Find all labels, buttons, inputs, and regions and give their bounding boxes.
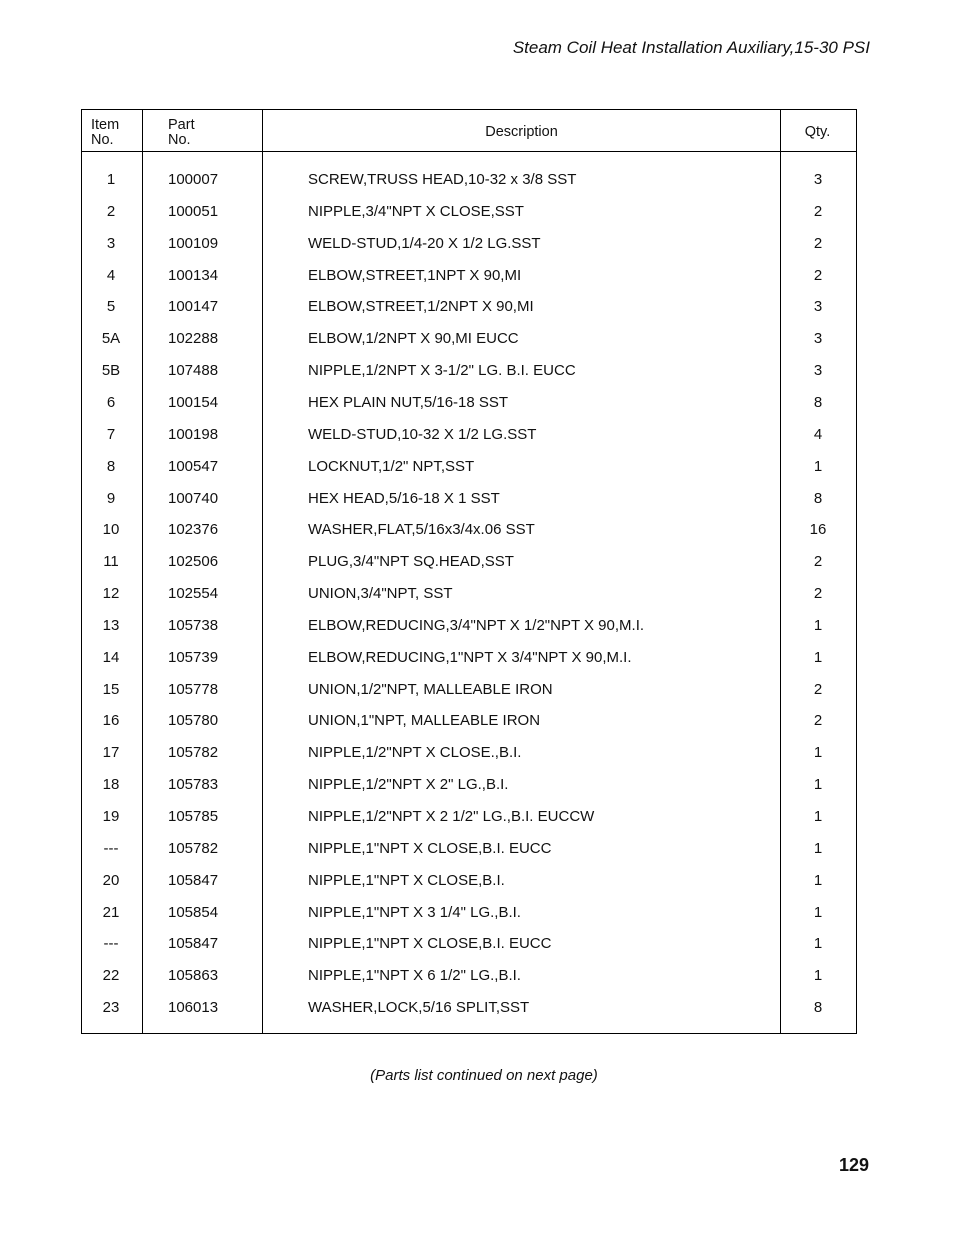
qty-cell: 2: [813, 234, 823, 252]
item-no-cell: 6: [106, 393, 116, 411]
qty-cell: 1: [813, 648, 823, 666]
part-no-cell: 107488: [168, 362, 219, 380]
qty-cell: 1: [813, 967, 823, 985]
description-cell: UNION,1/2"NPT, MALLEABLE IRON: [308, 680, 553, 698]
description-cell: ELBOW,REDUCING,3/4"NPT X 1/2"NPT X 90,M.I.: [308, 616, 645, 634]
description-cell: NIPPLE,1/2"NPT X CLOSE.,B.I.: [308, 744, 522, 762]
continued-note: (Parts list continued on next page): [370, 1067, 598, 1084]
description-cell: HEX HEAD,5/16-18 X 1 SST: [308, 489, 500, 507]
part-no-cell: 105863: [168, 967, 219, 985]
description-cell: LOCKNUT,1/2" NPT,SST: [308, 457, 475, 475]
qty-cell: 2: [813, 266, 823, 284]
description-cell: NIPPLE,1/2"NPT X 2 1/2" LG.,B.I. EUCCW: [308, 808, 595, 825]
qty-cell: 3: [813, 298, 823, 316]
qty-cell: 2: [813, 202, 823, 220]
table-row: [82, 966, 856, 986]
item-no-cell: 13: [102, 616, 120, 634]
qty-cell: 4: [813, 425, 823, 443]
qty-cell: 1: [813, 839, 823, 857]
qty-cell: 3: [813, 171, 823, 188]
part-no-cell: 105778: [168, 680, 219, 698]
table-row: [82, 775, 856, 795]
table-row: [82, 648, 856, 668]
table-row: [82, 552, 856, 572]
qty-cell: 2: [813, 585, 823, 603]
table-row: [82, 616, 856, 636]
table-row: [82, 297, 856, 317]
qty-cell: 8: [813, 489, 823, 507]
table-row: [82, 839, 856, 859]
table-row: [82, 680, 856, 700]
qty-cell: 1: [813, 457, 823, 475]
part-no-cell: 105847: [168, 935, 219, 953]
description-cell: NIPPLE,1"NPT X CLOSE,B.I. EUCC: [308, 839, 552, 857]
table-row: [82, 489, 856, 509]
item-no-cell: 19: [102, 808, 120, 825]
qty-cell: 1: [813, 744, 823, 762]
part-no-cell: 105847: [168, 871, 219, 889]
description-cell: NIPPLE,1/2"NPT X 2" LG.,B.I.: [308, 776, 509, 794]
part-no-cell: 100740: [168, 489, 219, 507]
table-row: [82, 329, 856, 349]
description-cell: NIPPLE,1"NPT X CLOSE,B.I. EUCC: [308, 935, 552, 953]
table-row: [82, 393, 856, 413]
part-no-cell: 102288: [168, 330, 219, 348]
description-cell: WELD-STUD,1/4-20 X 1/2 LG.SST: [308, 234, 541, 252]
part-no-cell: 105783: [168, 776, 219, 794]
header-part-no-line2: No.: [168, 132, 191, 148]
item-no-cell: 14: [102, 648, 120, 666]
header-item-no-line1: Item: [91, 117, 120, 133]
page-number: 129: [838, 1155, 869, 1175]
part-no-cell: 100547: [168, 457, 219, 475]
description-cell: WASHER,FLAT,5/16x3/4x.06 SST: [308, 521, 535, 539]
qty-cell: 8: [813, 393, 823, 411]
item-no-cell: 4: [106, 266, 116, 284]
part-no-cell: 105780: [168, 712, 219, 730]
description-cell: WASHER,LOCK,5/16 SPLIT,SST: [308, 999, 530, 1017]
table-row: [82, 871, 856, 891]
header-divider: [82, 151, 856, 152]
table-row: [82, 998, 856, 1018]
item-no-cell: 18: [102, 776, 120, 794]
description-cell: HEX PLAIN NUT,5/16-18 SST: [308, 393, 509, 411]
table-row: [82, 234, 856, 254]
qty-cell: 2: [813, 712, 823, 730]
table-row: [82, 934, 856, 954]
item-no-cell: 22: [102, 967, 120, 985]
item-no-cell: 11: [103, 553, 119, 571]
item-no-cell: 10: [102, 521, 120, 539]
item-no-cell: 2: [106, 202, 116, 220]
qty-cell: 1: [813, 808, 823, 825]
item-no-cell: 5A: [101, 330, 121, 348]
description-cell: NIPPLE,1/2NPT X 3-1/2" LG. B.I. EUCC: [308, 362, 576, 380]
part-no-cell: 102554: [168, 585, 219, 603]
item-no-cell: 23: [102, 999, 120, 1017]
table-row: [82, 425, 856, 445]
table-row: [82, 903, 856, 923]
header-description: Description: [485, 124, 558, 140]
page-header-title: Steam Coil Heat Installation Auxiliary,15-30 PSI: [512, 38, 870, 57]
part-no-cell: 102376: [168, 521, 219, 539]
qty-cell: 3: [813, 330, 823, 348]
description-cell: ELBOW,STREET,1NPT X 90,MI: [308, 266, 522, 284]
item-no-cell: 7: [106, 425, 116, 443]
part-no-cell: 105782: [168, 744, 219, 762]
header-item-no: [91, 118, 119, 148]
description-cell: SCREW,TRUSS HEAD,10-32 x 3/8 SST: [308, 171, 577, 188]
description-cell: NIPPLE,3/4"NPT X CLOSE,SST: [308, 202, 524, 220]
table-row: [82, 457, 856, 477]
part-no-cell: 100198: [168, 425, 219, 443]
description-cell: WELD-STUD,10-32 X 1/2 LG.SST: [308, 425, 537, 443]
table-row: [82, 202, 856, 222]
table-row: [82, 170, 856, 190]
table-row: [82, 807, 856, 827]
part-no-cell: 100134: [168, 266, 219, 284]
item-no-cell: ---: [103, 839, 119, 857]
item-no-cell: 17: [102, 744, 120, 762]
item-no-cell: 9: [106, 489, 116, 507]
item-no-cell: 8: [106, 457, 116, 475]
item-no-cell: 12: [102, 585, 120, 603]
part-no-cell: 106013: [168, 999, 219, 1017]
qty-cell: 1: [813, 776, 823, 794]
description-cell: NIPPLE,1"NPT X CLOSE,B.I.: [308, 871, 505, 889]
part-no-cell: 100154: [168, 393, 219, 411]
item-no-cell: 5B: [101, 362, 121, 380]
part-no-cell: 102506: [168, 553, 219, 571]
header-part-no: [168, 118, 195, 148]
part-no-cell: 100109: [168, 234, 219, 252]
item-no-cell: 15: [102, 680, 120, 698]
description-cell: ELBOW,1/2NPT X 90,MI EUCC: [308, 330, 519, 348]
description-cell: UNION,1"NPT, MALLEABLE IRON: [308, 712, 541, 730]
description-cell: NIPPLE,1"NPT X 3 1/4" LG.,B.I.: [308, 903, 521, 921]
item-no-cell: 1: [106, 171, 116, 188]
part-no-cell: 100147: [168, 298, 219, 316]
qty-cell: 1: [813, 871, 823, 889]
table-row: [82, 743, 856, 763]
item-no-cell: 20: [102, 871, 120, 889]
part-no-cell: 100007: [168, 171, 219, 188]
qty-cell: 1: [813, 903, 823, 921]
qty-cell: 2: [813, 553, 823, 571]
header-qty: Qty.: [804, 124, 831, 140]
part-no-cell: 100051: [168, 202, 219, 220]
table-row: [82, 711, 856, 731]
table-row: [82, 584, 856, 604]
description-cell: PLUG,3/4"NPT SQ.HEAD,SST: [308, 553, 514, 571]
parts-table: [81, 109, 857, 1034]
qty-cell: 1: [813, 616, 823, 634]
header-item-no-line2: No.: [91, 132, 114, 148]
table-row: [82, 520, 856, 540]
part-no-cell: 105854: [168, 903, 219, 921]
item-no-cell: 5: [106, 298, 116, 316]
description-cell: UNION,3/4"NPT, SST: [308, 585, 453, 603]
item-no-cell: 21: [102, 903, 120, 921]
header-part-no-line1: Part: [168, 117, 195, 133]
part-no-cell: 105738: [168, 616, 219, 634]
description-cell: ELBOW,STREET,1/2NPT X 90,MI: [308, 298, 534, 316]
part-no-cell: 105785: [168, 808, 219, 825]
part-no-cell: 105739: [168, 648, 219, 666]
qty-cell: 16: [809, 521, 827, 539]
table-row: [82, 266, 856, 286]
item-no-cell: 16: [102, 712, 120, 730]
qty-cell: 3: [813, 362, 823, 380]
item-no-cell: ---: [103, 935, 119, 953]
item-no-cell: 3: [106, 234, 116, 252]
qty-cell: 2: [813, 680, 823, 698]
part-no-cell: 105782: [168, 839, 219, 857]
table-row: [82, 361, 856, 381]
qty-cell: 8: [813, 999, 823, 1017]
qty-cell: 1: [813, 935, 823, 953]
description-cell: NIPPLE,1"NPT X 6 1/2" LG.,B.I.: [308, 967, 521, 985]
description-cell: ELBOW,REDUCING,1"NPT X 3/4"NPT X 90,M.I.: [308, 648, 632, 666]
